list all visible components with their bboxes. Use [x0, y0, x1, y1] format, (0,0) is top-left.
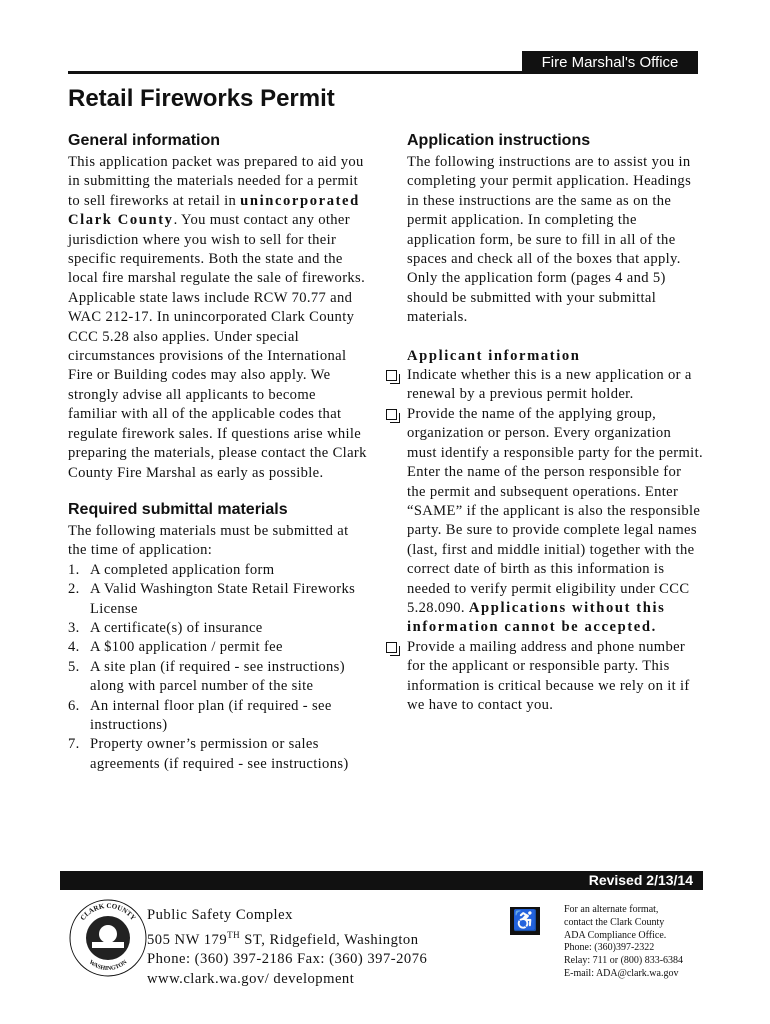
- applicant-checklist: [383, 366, 703, 715]
- footer-line-4[interactable]: www.clark.wa.gov/ development: [147, 970, 355, 987]
- general-text-bold: unincorporated Clark County: [68, 192, 360, 229]
- revised-bar: [60, 871, 703, 890]
- footer-address: [147, 906, 427, 989]
- required-list: [68, 561, 368, 774]
- footer-line-3: Phone: (360) 397-2186 Fax: (360) 397-2076: [147, 951, 428, 968]
- office-tag: Fire Marshal's Office: [522, 51, 698, 74]
- list-item: 3. A certificate(s) of insurance: [68, 619, 263, 636]
- checklist-item: Provide a mailing address and phone number for the applicant or responsible party. This information is critical because we rely on it if we have to contact you.: [383, 638, 703, 716]
- right-column: [407, 132, 703, 715]
- left-column: [68, 132, 368, 774]
- checkbox-icon: [386, 409, 397, 420]
- page-title: Retail Fireworks Permit: [68, 85, 335, 112]
- required-intro: The following materials must be submitted at the time of application:: [68, 522, 349, 559]
- footer-line-1: Public Safety Complex: [147, 907, 293, 923]
- checklist-item: Indicate whether this is a new application or a renewal by a previous permit holder.: [383, 366, 703, 405]
- county-seal-icon: [68, 898, 148, 978]
- list-item: 7. Property owner’s permission or sales agreements (if required - see instructions): [68, 736, 349, 772]
- required-heading: Required submittal materials: [68, 500, 288, 518]
- list-item: 2. A Valid Washington State Retail Fireworks License: [68, 581, 356, 617]
- list-item: 1. A completed application form: [68, 561, 275, 578]
- footer-line-2: 505 NW 179TH ST, Ridgefield, Washington: [147, 929, 419, 948]
- list-item: 5. A site plan (if required - see instructions) along with parcel number of the site: [68, 658, 345, 695]
- general-heading: General information: [68, 132, 221, 149]
- checkbox-icon: [386, 642, 397, 653]
- list-item: 6. An internal floor plan (if required - see instructions): [68, 697, 332, 733]
- checklist-item: Provide the name of the applying group, organization or person. Every organization must identify a responsible party for the permit. Enter the name of the person responsible for the permit and subsequent operations. Enter “SAME” if the applicant is also the responsible party. Be sure to provide complete legal names (last, first and middle initial) together with the correct date of birth as this information is needed to verify permit eligibility under CCC 5.28.090. Applications without this information cannot be accepted.: [383, 405, 703, 638]
- seal-top-text: CLARK COUNTY: [78, 901, 138, 922]
- wheelchair-icon: ♿: [510, 907, 540, 935]
- header-band: [68, 48, 698, 76]
- svg-text:WASHINGTON: [88, 959, 129, 972]
- applicant-heading: Applicant information: [407, 347, 581, 364]
- list-item: 4. A $100 application / permit fee: [68, 639, 283, 656]
- general-paragraph: [68, 153, 368, 483]
- checkbox-icon: [386, 370, 397, 381]
- revised-date: Revised 2/13/14: [588, 872, 693, 888]
- instructions-paragraph: The following instructions are to assist you in completing your permit application. Headings in these instructions are the same as on the permit application. In completing the application form, be sure to fill in all of the spaces and check all of the boxes that apply. Only the application form (pages 4 and 5) should be submitted with your submittal materials.: [407, 154, 692, 326]
- seal-bottom-text: WASHINGTON: [87, 959, 129, 973]
- general-text-before: This application packet was prepared to aid you in submitting the materials needed for a permit to sell fireworks at retail in: [68, 154, 364, 209]
- general-text-after: . You must contact any other jurisdiction where you wish to sell for their specific requirements. Both the state and the local fire marshal regulate the sale of fireworks. Applicable state laws include RCW 70.77 and WAC 212-17. In unincorporated Clark County CCC 5.28 also applies. Under special circumstances provisions of the International Fire or Building codes may also apply. We strongly advise all applicants to become familiar with all of the applicable codes that regulate firework sales. If questions arise while preparing the materials, please contact the Clark County Fire Marshal as early as possible.: [68, 212, 367, 481]
- ada-info: For an alternate format, contact the Clark County ADA Compliance Office. Phone: (360)397-2322 Relay: 711 or (800) 833-6384 E-mail: ADA@clark.wa.gov: [564, 904, 684, 979]
- instructions-heading: Application instructions: [407, 132, 591, 149]
